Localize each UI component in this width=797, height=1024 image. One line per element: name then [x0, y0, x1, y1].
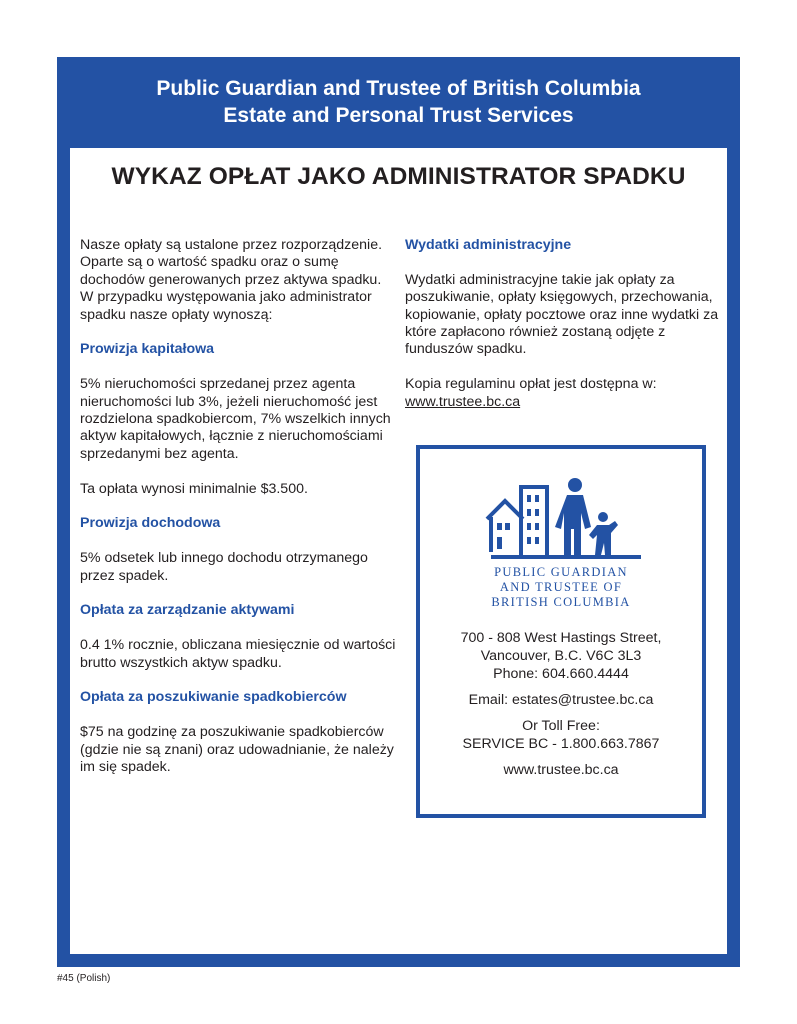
- search-text: $75 na godzinę za poszukiwanie spadkobierców (gdzie nie są znani) oraz udowadnianie, że należy im się spadek.: [80, 724, 394, 776]
- search-heading: Opłata za poszukiwanie spadkobierców: [80, 689, 347, 706]
- left-column: [80, 237, 396, 776]
- header-title: Public Guardian and Trustee of British Columbia: [156, 77, 641, 100]
- capital-heading: Prowizja kapitałowa: [80, 341, 215, 358]
- content-area: [70, 148, 727, 954]
- website-link[interactable]: www.trustee.bc.ca: [503, 762, 619, 778]
- admin-text: Wydatki administracyjne takie jak opłaty za poszukiwanie, opłaty księgowych, przechowania, kopiowanie, opłaty pocztowe oraz inne wydatki za które zapłacono również zostaną odjęte z funduszów spadku.: [405, 271, 719, 358]
- toll-free-label: Or Toll Free:: [522, 718, 600, 734]
- copy-text: Kopia regulaminu opłat jest dostępna w:: [405, 376, 657, 393]
- capital-minimum: Ta opłata wynosi minimalnie $3.500.: [80, 480, 308, 497]
- admin-heading: Wydatki administracyjne: [405, 237, 572, 253]
- capital-text: 5% nieruchomości sprzedanej przez agenta nieruchomości lub 3%, jeżeli nieruchomość jest rozdzielona spadkobiercom, 7% wszelkich innych aktyw kapitałowych, łącznie z nieruchomościami sprzedanymi bez agenta.: [80, 376, 391, 462]
- page-title: WYKAZ OPŁAT JAKO ADMINISTRATOR SPADKU: [111, 163, 686, 190]
- toll-free-number: SERVICE BC - 1.800.663.7867: [462, 736, 660, 752]
- contact-box: [416, 445, 706, 818]
- income-heading: Prowizja dochodowa: [80, 515, 221, 532]
- header-banner: [57, 57, 740, 148]
- right-column: [405, 237, 720, 411]
- asset-text: 0.4 1% rocznie, obliczana miesięcznie od wartości brutto wszystkich aktyw spadku.: [80, 637, 396, 671]
- footnote: #45 (Polish): [57, 973, 111, 984]
- address-line-1: 700 - 808 West Hastings Street,: [460, 630, 662, 646]
- phone-number: Phone: 604.660.4444: [493, 666, 629, 682]
- contact-details: [420, 629, 702, 779]
- header-subtitle: Estate and Personal Trust Services: [223, 104, 574, 127]
- address-line-2: Vancouver, B.C. V6C 3L3: [480, 648, 642, 664]
- intro-text: Nasze opłaty są ustalone przez rozporządzenie. Oparte są o wartość spadku oraz o sumę dochodów generowanych przez aktywa spadku. W przypadku występowania jako administrator spadku nasze opłaty wynoszą:: [80, 237, 383, 323]
- asset-heading: Opłata za zarządzanie aktywami: [80, 602, 295, 619]
- email-address[interactable]: Email: estates@trustee.bc.ca: [468, 692, 654, 708]
- income-text: 5% odsetek lub innego dochodu otrzymanego przez spadek.: [80, 550, 368, 584]
- logo-wordmark: PUBLIC GUARDIAN AND TRUSTEE OF BRITISH COLUMBIA: [491, 565, 631, 609]
- copy-link[interactable]: www.trustee.bc.ca: [405, 393, 521, 410]
- page-frame: [57, 57, 740, 967]
